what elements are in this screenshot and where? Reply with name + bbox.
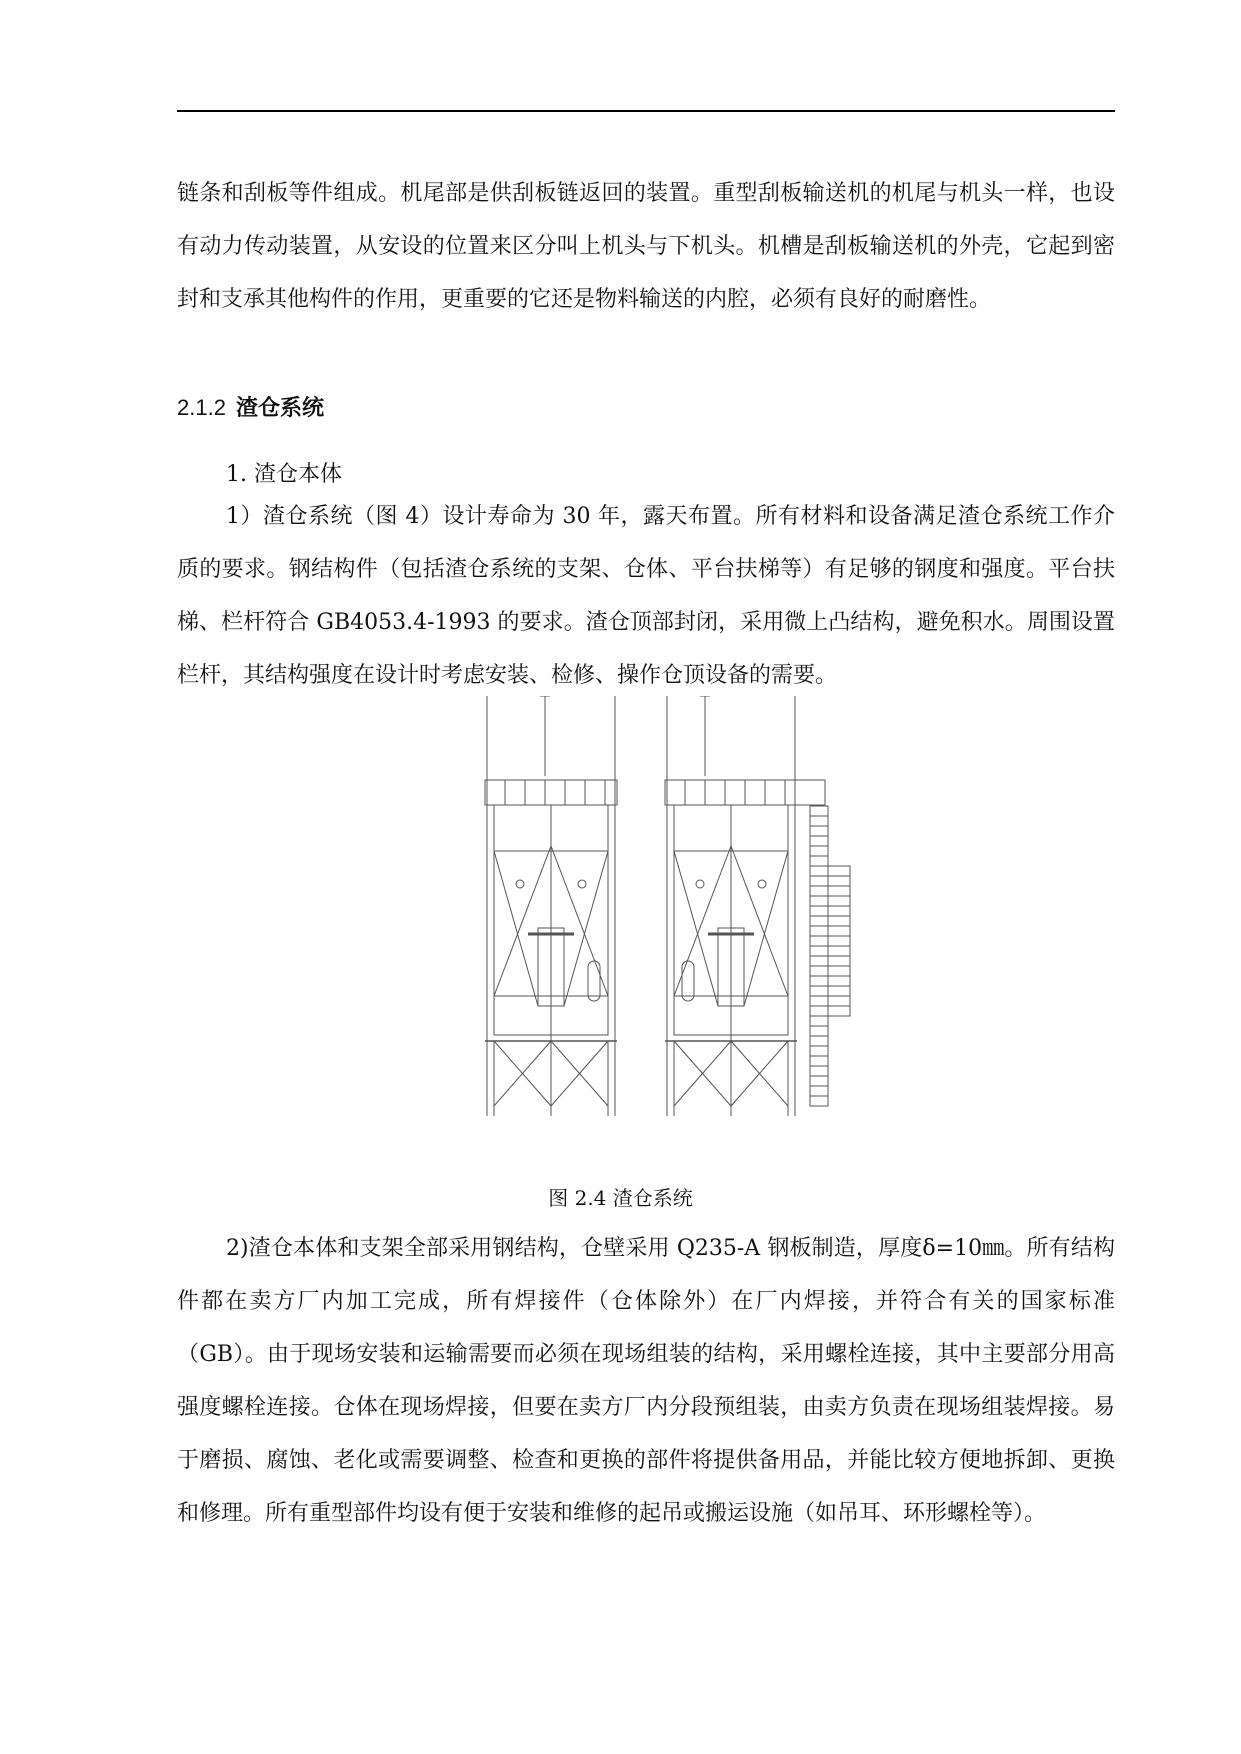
section-number: 2.1.2: [177, 395, 226, 420]
list-item-slag-bin-body: 1. 渣仓本体: [226, 462, 342, 487]
section-title: 渣仓系统: [235, 396, 324, 421]
left-bin-drawing: [485, 696, 617, 1116]
paragraph-steel-structure: 2)渣仓本体和支架全部采用钢结构，仓壁采用 Q235-A 钢板制造，厚度δ=10㎜。所有结构件都在卖方厂内加工完成，所有焊接件（仓体除外）在厂内焊接，并符合有关的国家标准（GB）。由于现场安装和运输需要而必须在现场组装的结构，采用螺栓连接，其中主要部分用高强度螺栓连接。仓体在现场焊接，但要在卖方厂内分段预组装，由卖方负责在现场组装焊接。易于磨损、腐蚀、老化或需要调整、检查和更换的部件将提供备用品，并能比较方便地拆卸、更换和修理。所有重型部件均设有便于安装和维修的起吊或搬运设施（如吊耳、环形螺栓等）。: [177, 1236, 1115, 1526]
header-rule: [177, 110, 1115, 112]
paragraph-slag-system: 1）渣仓系统（图 4）设计寿命为 30 年，露天布置。所有材料和设备满足渣仓系统工作介质的要求。钢结构件（包括渣仓系统的支架、仓体、平台扶梯等）有足够的钢度和强度。平台扶梯、栏杆符合 GB4053.4-1993 的要求。渣仓顶部封闭，采用微上凸结构，避免积水。周围设置栏杆，其结构强度在设计时考虑安装、检修、操作仓顶设备的需要。: [177, 504, 1115, 688]
section-heading: [177, 388, 324, 429]
paragraph-conveyor: 链条和刮板等件组成。机尾部是供刮板链返回的装置。重型刮板输送机的机尾与机头一样，也设有动力传动装置，从安设的位置来区分叫上机头与下机头。机槽是刮板输送机的外壳，它起到密封和支承其他构件的作用，更重要的它还是物料输送的内腔，必须有良好的耐磨性。: [177, 181, 1115, 312]
slag-bin-drawing: [480, 696, 900, 1126]
figure-caption: 图 2.4 渣仓系统: [548, 1186, 693, 1210]
right-bin-drawing: [665, 696, 850, 1116]
